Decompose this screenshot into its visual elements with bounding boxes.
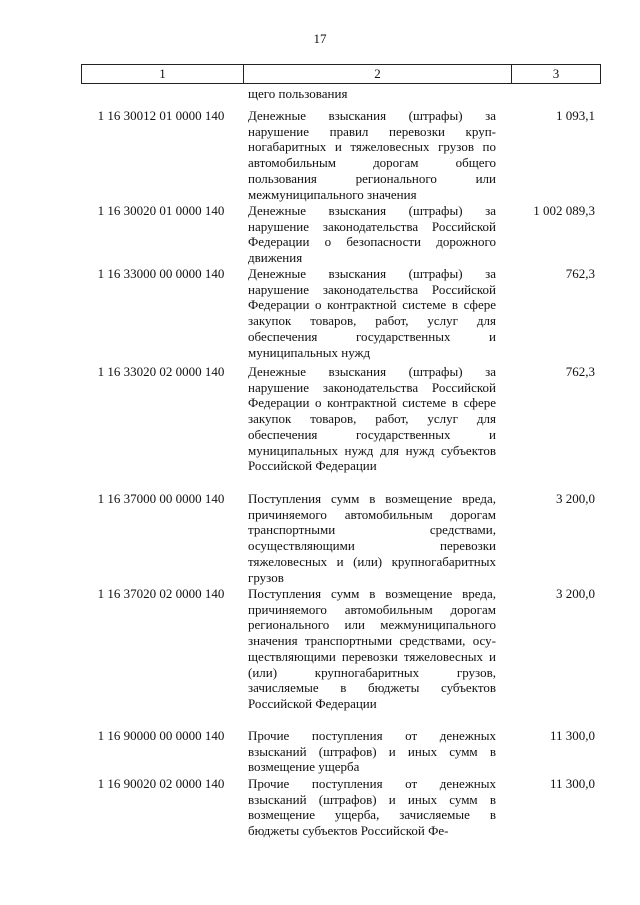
row-amount: 1 002 089,3 [533,203,595,218]
row-code: 1 16 37020 02 0000 140 [97,586,225,601]
row-amount: 3 200,0 [556,491,595,506]
page-number: 17 [313,31,327,46]
row-amount: 11 300,0 [549,728,595,743]
row-description: Денежные взыскания (штрафы) за нарушение законодательства Российской Федерации о контрактной системе в сфере закупок товаров, работ, услуг для обеспечения государственных и муниципальных нужд для нужд субъектов Российской Федерации [248,364,496,474]
row-code: 1 16 33000 00 0000 140 [97,266,225,281]
row-amount: 1 093,1 [556,108,595,123]
row-code: 1 16 30012 01 0000 140 [97,108,225,123]
table-header [81,64,601,84]
row-code: 1 16 90000 00 0000 140 [97,728,225,743]
row-description: Денежные взыскания (штрафы) за нарушение законодательства Российской Федерации о контрактной системе в сфере закупок товаров, работ, услуг для обеспечения государственных и муниципальных нужд [248,266,496,360]
row-amount: 11 300,0 [549,776,595,791]
continuation-text: щего пользования [248,86,348,101]
row-description: Денежные взыскания (штрафы) за нарушение правил перевозки крупногабаритных и тяжеловесных грузов по автомобильным дорогам общего пользования регионального или межмуниципального значения [248,108,496,202]
row-code: 1 16 90020 02 0000 140 [97,776,225,791]
row-description: Поступления сумм в возмещение вреда, причиняемого автомобильным дорогам регионального или межмуниципального значения транспортными средствами, осуществляющими перевозки тяжеловесных и (или) крупногабаритных грузов, зачисляемые в бюджеты субъектов Российской Федерации [248,586,496,711]
row-description: Денежные взыскания (штрафы) за нарушение законодательства Российской Федерации о безопасности дорожного движения [248,203,496,266]
row-code: 1 16 30020 01 0000 140 [97,203,225,218]
row-amount: 3 200,0 [556,586,595,601]
row-code: 1 16 33020 02 0000 140 [97,364,225,379]
header-col-1: 1 [82,65,244,83]
row-amount: 762,3 [565,266,595,281]
row-code: 1 16 37000 00 0000 140 [97,491,225,506]
row-amount: 762,3 [565,364,595,379]
row-description: Поступления сумм в возмещение вреда, причиняемого автомобильным дорогам транспортными средствами, осуществляющими перевозки тяжеловесных и (или) крупногабаритных грузов [248,491,496,585]
row-description: Прочие поступления от денежных взысканий (штрафов) и иных сумм в возмещение ущерба [248,728,496,775]
header-col-2: 2 [244,65,512,83]
header-col-3: 3 [552,66,560,81]
row-description: Прочие поступления от денежных взысканий (штрафов) и иных сумм в возмещение ущерба, зачисляемые в бюджеты субъектов Российской Фе- [248,776,496,839]
